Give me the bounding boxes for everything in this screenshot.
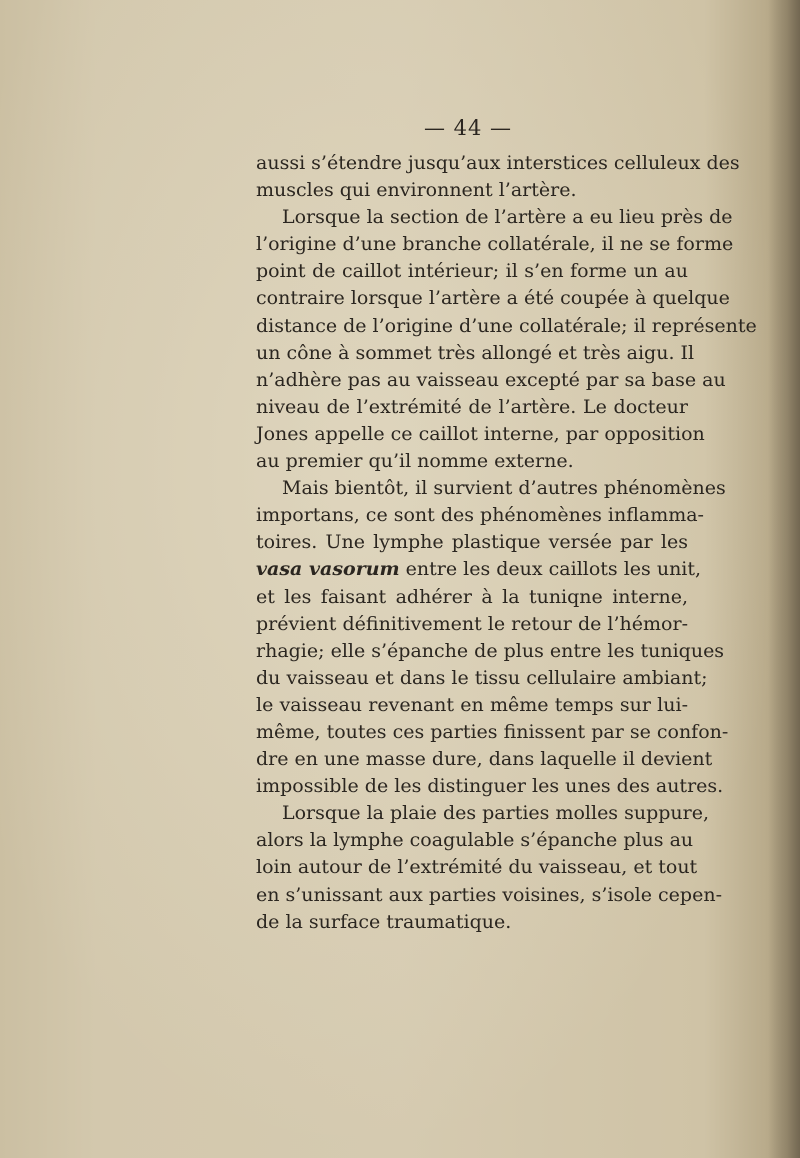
text-line: n’adhère pas au vaisseau excepté par sa base au [256,368,726,391]
latin-term: vasa vasorum [256,558,400,581]
text-line: le vaisseau revenant en même temps sur lui- [256,693,688,716]
text-line: du vaisseau et dans le tissu cellulaire ambiant; [256,666,708,689]
text-line: rhagie; elle s’épanche de plus entre les tuniques [256,639,725,662]
text-line: point de caillot intérieur; il s’en forme un au [256,260,688,283]
text-line-with-term [256,556,702,583]
body-text [256,150,757,936]
text-line: distance de l’origine d’une collatérale; il représente [256,314,757,337]
text-line: au premier qu’il nomme externe. [256,450,574,473]
text-line: importans, ce sont des phénomènes inflamma- [256,504,704,527]
term-line-rest: entre les deux caillots les unit, [399,558,702,581]
text-line: aussi s’étendre jusqu’aux interstices celluleux des [256,152,740,174]
paragraph-start-line: Lorsque la section de l’artère a eu lieu près de [282,206,733,229]
text-line: loin autour de l’extrémité du vaisseau, et tout [256,856,698,879]
paragraph-start-line: Mais bientôt, il survient d’autres phénomènes [282,477,726,500]
text-line: muscles qui environnent l’artère. [256,179,577,202]
text-line: alors la lymphe coagulable s’épanche plus au [256,829,694,852]
text-line: en s’unissant aux parties voisines, s’isole cepen- [256,883,722,906]
text-line: Jones appelle ce caillot interne, par opposition [256,422,705,445]
text-line: un cône à sommet très allongé et très aigu. Il [256,341,695,364]
text-line: prévient définitivement le retour de l’hémor- [256,612,688,635]
text-line: contraire lorsque l’artère a été coupée à quelque [256,287,730,310]
text-line: niveau de l’extrémité de l’artère. Le docteur [256,395,688,418]
paragraph-start-line: Lorsque la plaie des parties molles suppure, [282,802,710,825]
text-line: impossible de les distinguer les unes des autres. [256,775,724,798]
text-line: l’origine d’une branche collatérale, il ne se forme [256,233,734,256]
page-edge-shadow [768,0,800,1158]
text-line: dre en une masse dure, dans laquelle il devient [256,748,713,771]
text-line: toires. Une lymphe plastique versée par les [256,531,688,554]
page-number: — 44 — [423,116,513,140]
text-line: de la surface traumatique. [256,910,512,933]
text-line: et les faisant adhérer à la tuniqne interne, [256,585,688,608]
text-line: même, toutes ces parties finissent par se confon- [256,720,729,743]
